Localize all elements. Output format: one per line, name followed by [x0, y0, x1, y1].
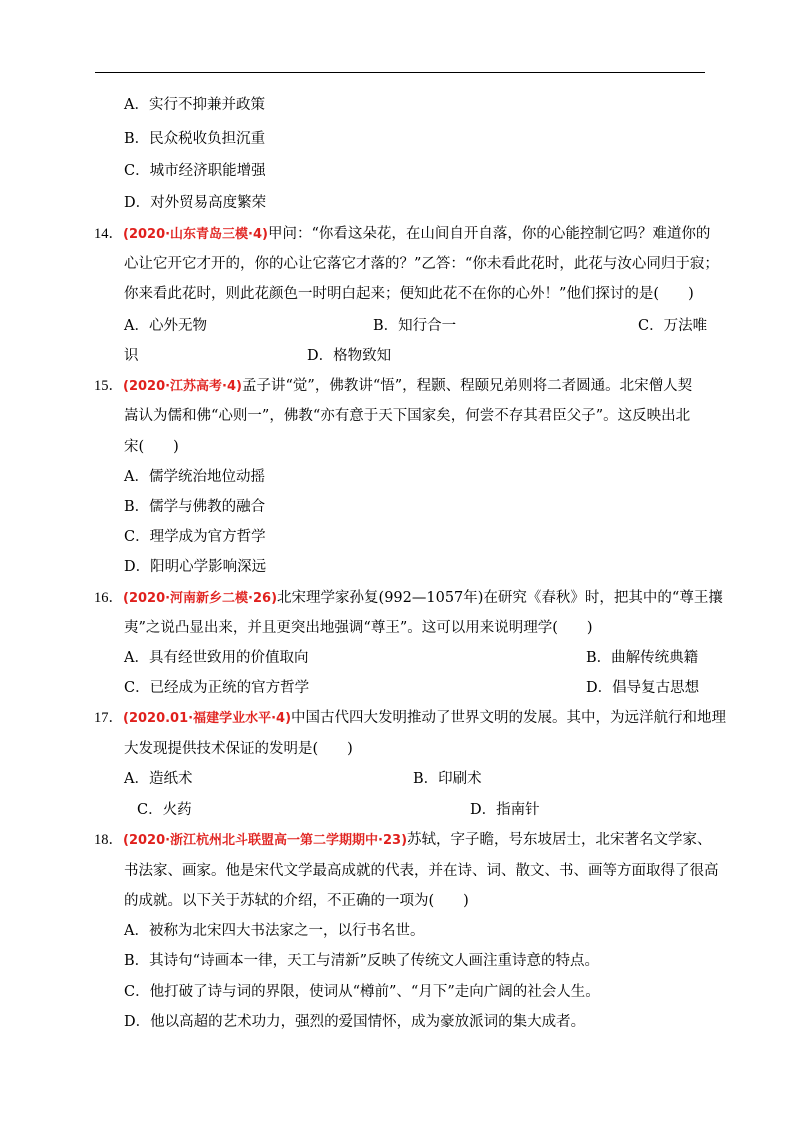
q18-option-a: A．被称为北宋四大书法家之一，以行书名世。 — [124, 923, 425, 939]
q15-number: 15． — [94, 378, 123, 394]
q16-option-b: B．曲解传统典籍 — [586, 650, 699, 666]
q17-stem-line2: 大发现提供技术保证的发明是( ) — [124, 741, 353, 757]
q15-stem-line1 — [94, 377, 692, 396]
q14-number: 14． — [94, 226, 123, 242]
q13-option-c: C．城市经济职能增强 — [124, 163, 266, 179]
q16-text: 北宋理学家孙复(992—1057年)在研究《春秋》时，把其中的“尊王攘 — [277, 590, 723, 606]
q16-stem-line1 — [94, 589, 723, 608]
q16-option-c: C．已经成为正统的官方哲学 — [124, 680, 310, 696]
q15-option-d: D．阳明心学影响深远 — [124, 559, 267, 575]
q18-option-b: B．其诗句“诗画本一律，天工与清新”反映了传统文人画注重诗意的特点。 — [124, 953, 599, 969]
q18-text: 苏轼，字子瞻，号东坡居士，北宋著名文学家、 — [407, 832, 712, 848]
q14-option-c: C．万法唯 — [638, 318, 708, 334]
q14-option-c-continued: 识 — [124, 348, 139, 364]
q14-option-b: B．知行合一 — [373, 318, 457, 334]
q16-stem-line2: 夷”之说凸显出来，并且更突出地强调“尊王”。这可以用来说明理学( ) — [124, 620, 593, 636]
q17-number: 17． — [94, 710, 123, 726]
q14-stem-line2: 心让它开它才开的，你的心让它落它才落的？”乙答：“你未看此花时，此花与汝心同归于寂； — [124, 256, 719, 272]
q17-option-d: D．指南针 — [470, 802, 540, 818]
q17-option-b: B．印刷术 — [413, 771, 482, 787]
q18-source: (2020·浙江杭州北斗联盟高一第二学期期中·23) — [123, 833, 408, 848]
q15-option-c: C．理学成为官方哲学 — [124, 529, 266, 545]
q14-stem-line3: 你来看此花时，则此花颜色一时明白起来；便知此花不在你的心外！”他们探讨的是( ) — [124, 286, 694, 302]
q15-option-b: B．儒学与佛教的融合 — [124, 499, 266, 515]
q16-source: (2020·河南新乡二模·26) — [123, 591, 278, 606]
q14-text: 甲问：“你看这朵花，在山间自开自落，你的心能控制它吗？难道你的 — [268, 226, 711, 242]
q16-number: 16． — [94, 590, 123, 606]
q14-option-a: A．心外无物 — [124, 318, 207, 334]
q17-text: 中国古代四大发明推动了世界文明的发展。其中，为远洋航行和地理 — [291, 710, 727, 726]
q18-number: 18． — [94, 832, 123, 848]
q18-stem-line2: 书法家、画家。他是宋代文学最高成就的代表，并在诗、词、散文、书、画等方面取得了很高 — [124, 863, 719, 879]
q17-stem-line1 — [94, 709, 726, 728]
q16-option-d: D．倡导复古思想 — [586, 680, 700, 696]
q13-option-b: B．民众税收负担沉重 — [124, 131, 266, 147]
q17-option-c: C．火药 — [137, 802, 192, 818]
header-rule — [95, 72, 705, 73]
q15-stem-line2: 嵩认为儒和佛“心则一”，佛教“亦有意于天下国家矣，何尝不存其君臣父子”。这反映出北 — [124, 408, 691, 424]
q15-stem-line3: 宋( ) — [124, 439, 179, 455]
q18-option-d: D．他以高超的艺术功力，强烈的爱国情怀，成为豪放派词的集大成者。 — [124, 1014, 586, 1030]
q17-source: (2020.01·福建学业水平·4) — [123, 711, 292, 726]
q15-source: (2020·江苏高考·4) — [123, 379, 242, 394]
q14-source: (2020·山东青岛三模·4) — [123, 227, 268, 242]
q18-option-c: C．他打破了诗与词的界限，使词从“樽前”、“月下”走向广阔的社会人生。 — [124, 984, 600, 1000]
q15-option-a: A．儒学统治地位动摇 — [124, 469, 265, 485]
q17-option-a: A．造纸术 — [124, 771, 193, 787]
q14-option-d: D．格物致知 — [307, 348, 392, 364]
q13-option-a: A．实行不抑兼并政策 — [124, 97, 265, 113]
q18-stem-line3: 的成就。以下关于苏轼的介绍，不正确的一项为( ) — [124, 893, 469, 909]
q15-text: 孟子讲“觉”，佛教讲“悟”，程颢、程颐兄弟则将二者圆通。北宋僧人契 — [242, 378, 693, 394]
q16-option-a: A．具有经世致用的价值取向 — [124, 650, 309, 666]
q18-stem-line1 — [94, 831, 712, 850]
q14-stem-line1 — [94, 225, 710, 244]
q13-option-d: D．对外贸易高度繁荣 — [124, 195, 267, 211]
